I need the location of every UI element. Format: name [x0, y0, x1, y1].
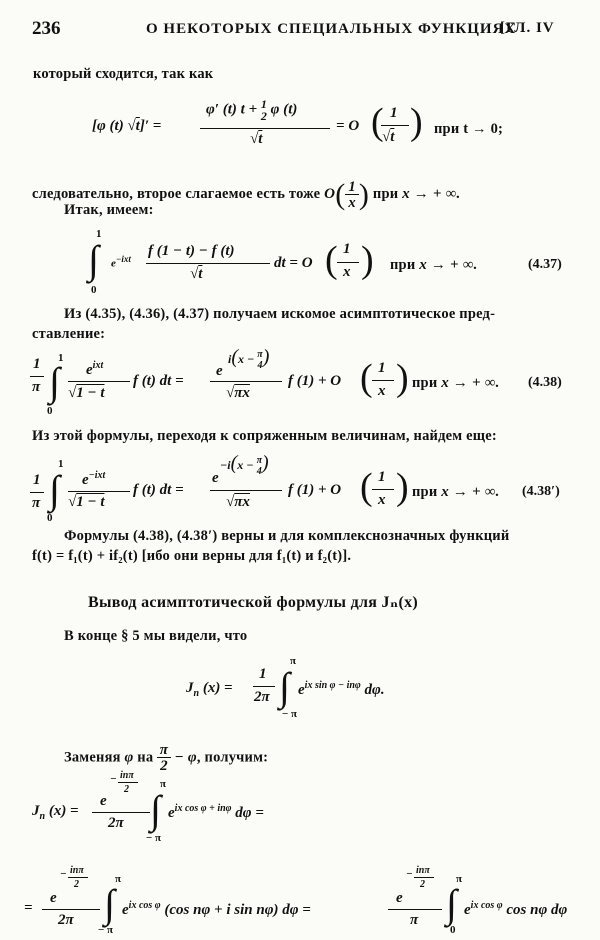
equation-4-37: 1 ∫ 0 $e^{-ixt}$ f (1 − t) − f (t) √t dt = O ( 1 x ) при x → + ∞. (4.37) [88, 228, 562, 296]
eq1-condition: при t → 0; [434, 121, 504, 137]
eq-tag-4-38-prime: (4.38′) [522, 484, 560, 499]
paragraph-1: который сходится, так как [33, 66, 214, 82]
paragraph-6-line-2: f(t) = f₁(t) + if₂(t) [ибо они верны для f₁(t) и f₂(t)]. [32, 548, 352, 564]
equation-substitution-2: = e − inπ 2 2π π ∫ − π $e^{ix cos \varphi}$ (cos nφ + i sin nφ) dφ = e − inπ 2 π π ∫ 0 $e^{ix cos \varphi}$ cos nφ dφ [24, 865, 568, 936]
paragraph-4-line-2: ставление: [32, 326, 106, 342]
equation-substitution-1: $J_n$ (x) = e − inπ 2 2π π ∫ − π $e^{ix cos \varphi + in\varphi}$ dφ = [32, 770, 264, 844]
paragraph-2: следовательно, второе слагаемое есть тоже O( 1 x ) при x → + ∞. [32, 178, 461, 211]
paragraph-5: Из этой формулы, переходя к сопряженным величинам, найдем еще: [32, 428, 497, 444]
paragraph-6-line-1: Формулы (4.38), (4.38′) верны и для комплекснозначных функций [64, 528, 510, 544]
paragraph-3: Итак, имеем: [64, 202, 154, 218]
paragraph-4-line-1: Из (4.35), (4.36), (4.37) получаем искомое асимптотическое пред- [64, 306, 496, 322]
equation-derivative: [φ (t) √t]′ = φ′ (t) t + 1 2 φ (t) √t = O ( 1 √t ) при t → 0; [92, 97, 504, 147]
paragraph-8: Заменяя φ на π 2 − φ, получим: [64, 742, 269, 774]
page-number: 236 [32, 18, 61, 39]
section-title: Вывод асимптотической формулы для Jₙ(x) [88, 594, 419, 611]
equation-4-38-prime: 1 π 1 ∫ 0 $e^{-ixt}$ √1 − t f (t) dt = −i(x − π 4) e √πx f (1) + O ( 1 x ) при x → + ∞. (4.38′) [32, 452, 560, 524]
running-title: О НЕКОТОРЫХ СПЕЦИАЛЬНЫХ ФУНКЦИЯХ [146, 21, 517, 37]
equation-4-38: 1 π 1 ∫ 0 $e^{ixt}$ √1 − t f (t) dt = i(x − π 4) e √πx f (1) + O ( 1 x ) при x → + ∞. (4.38) [32, 346, 562, 417]
chapter-label: [ГЛ. IV [500, 20, 555, 36]
equation-bessel-integral: $J_n$ (x) = 1 2π π ∫ − π $e^{ix sin \varphi - in\varphi}$ dφ. [186, 655, 385, 720]
eq-tag-4-37: (4.37) [528, 257, 562, 272]
eq-tag-4-38: (4.38) [528, 375, 562, 390]
paragraph-7: В конце § 5 мы видели, что [64, 628, 248, 644]
